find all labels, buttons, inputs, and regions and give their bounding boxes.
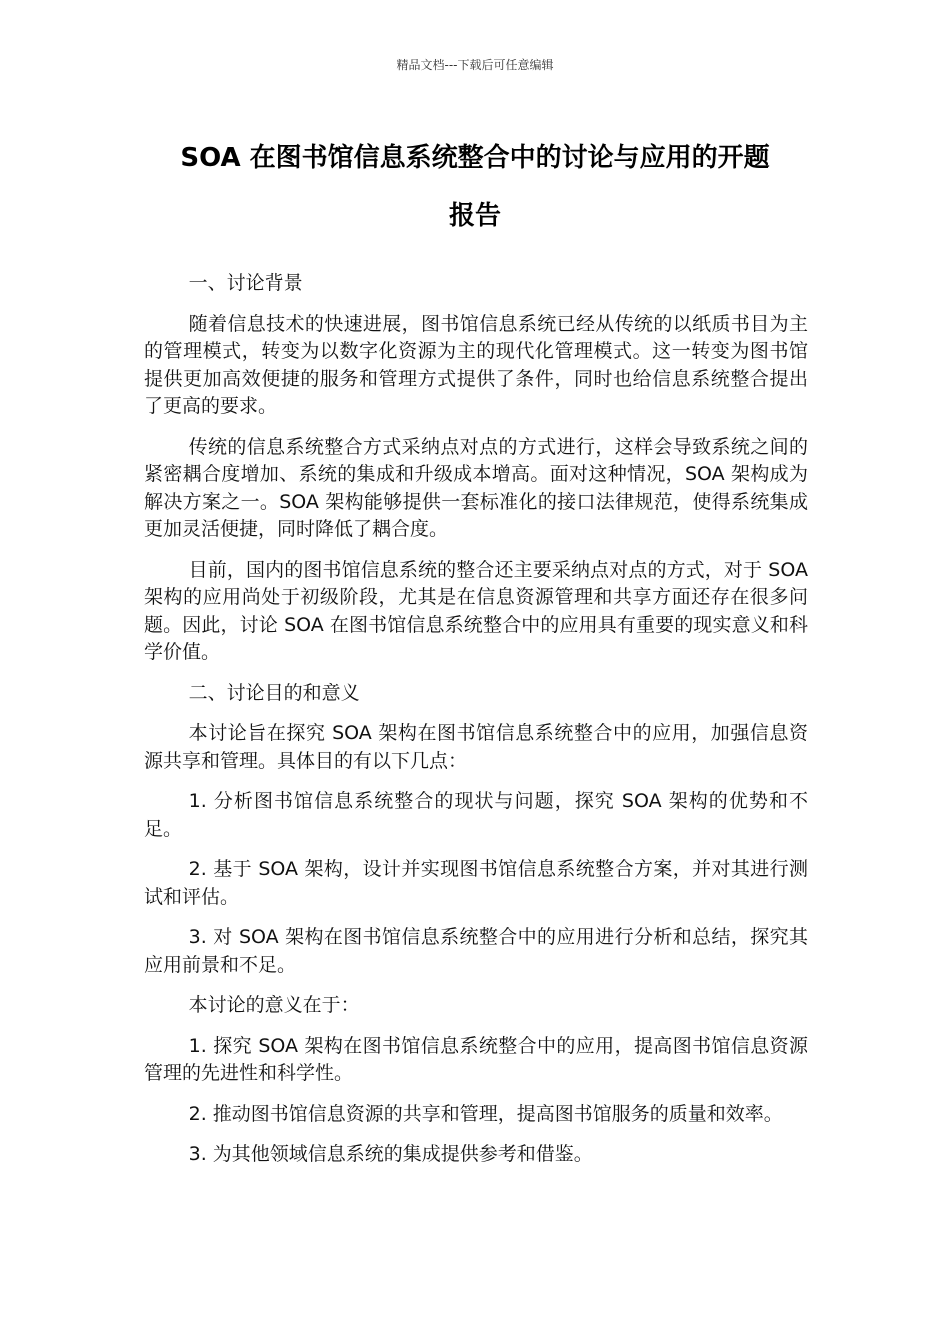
document-title-line-1: SOA 在图书馆信息系统整合中的讨论与应用的开题 bbox=[180, 143, 770, 173]
paragraph-background-1: 随着信息技术的快速进展，图书馆信息系统已经从传统的以纸质书目为主的管理模式，转变为以数字化资源为主的现代化管理模式。这一转变为图书馆提供更加高效便捷的服务和管理方式提供了条件，同时也给信息系统整合提出了更高的要求。 bbox=[144, 312, 808, 417]
paragraph-background-2: 传统的信息系统整合方式采纳点对点的方式进行，这样会导致系统之间的紧密耦合度增加、系统的集成和升级成本增高。面对这种情况，SOA 架构成为解决方案之一。SOA 架构能够提供一套标准化的接口法律规范，使得系统集成更加灵活便捷，同时降低了耦合度。 bbox=[144, 435, 808, 540]
list-item-goal-2: 2. 基于 SOA 架构，设计并实现图书馆信息系统整合方案，并对其进行测试和评估。 bbox=[144, 858, 808, 908]
section-heading-purpose: 二、讨论目的和意义 bbox=[188, 681, 360, 704]
document-title-line-2: 报告 bbox=[448, 201, 501, 231]
list-item-meaning-1: 1. 探究 SOA 架构在图书馆信息系统整合中的应用，提高图书馆信息资源管理的先进性和科学性。 bbox=[144, 1034, 808, 1084]
paragraph-purpose-intro: 本讨论旨在探究 SOA 架构在图书馆信息系统整合中的应用，加强信息资源共享和管理。具体目的有以下几点： bbox=[144, 722, 808, 772]
paragraph-background-3: 目前，国内的图书馆信息系统的整合还主要采纳点对点的方式，对于 SOA 架构的应用尚处于初级阶段，尤其是在信息资源管理和共享方面还存在很多问题。因此，讨论 SOA 在图书馆信息系统整合中的应用具有重要的现实意义和科学价值。 bbox=[144, 558, 808, 663]
list-item-meaning-2: 2. 推动图书馆信息资源的共享和管理，提高图书馆服务的质量和效率。 bbox=[188, 1102, 783, 1125]
list-item-meaning-3: 3. 为其他领域信息系统的集成提供参考和借鉴。 bbox=[188, 1143, 593, 1165]
header-note: 精品文档---下载后可任意编辑 bbox=[396, 58, 554, 72]
list-item-goal-1: 1. 分析图书馆信息系统整合的现状与问题，探究 SOA 架构的优势和不足。 bbox=[144, 790, 808, 840]
list-item-goal-3: 3. 对 SOA 架构在图书馆信息系统整合中的应用进行分析和总结，探究其应用前景和不足。 bbox=[144, 926, 808, 976]
document-body bbox=[144, 270, 808, 1182]
paragraph-meaning-intro: 本讨论的意义在于： bbox=[188, 994, 360, 1016]
section-heading-background: 一、讨论背景 bbox=[188, 272, 303, 294]
